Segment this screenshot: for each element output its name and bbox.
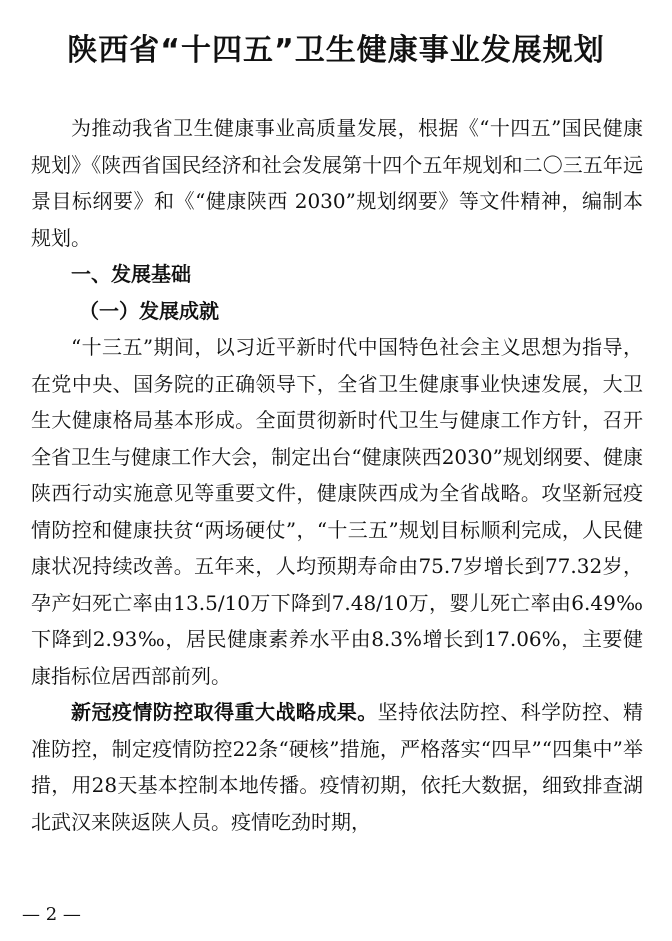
covid-lead-sentence: 新冠疫情防控取得重大战略成果。 [71, 700, 378, 724]
achievements-paragraph: “十三五”期间，以习近平新时代中国特色社会主义思想为指导，在党中央、国务院的正确领导下，全省卫生健康事业快速发展，大卫生大健康格局基本形成。全面贯彻新时代卫生与健康工作方针，召开全省卫生与健康工作大会，制定出台“健康陕西2030”规划纲要、健康陕西行动实施意见等重要文件，健康陕西成为全省战略。攻坚新冠疫情防控和健康扶贫“两场硬仗”，“十三五”规划目标顺利完成，人民健康状况持续改善。五年来，人均预期寿命由75.7岁增长到77.32岁，孕产妇死亡率由13.5/10万下降到7.48/10万，婴儿死亡率由6.49‰下降到2.93‰，居民健康素养水平由8.3%增长到17.06%，主要健康指标位居西部前列。 [31, 335, 643, 688]
intro-paragraph: 为推动我省卫生健康事业高质量发展，根据《“十四五”国民健康规划》《陕西省国民经济和社会发展第十四个五年规划和二〇三五年远景目标纲要》和《“健康陕西 2030”规划纲要》等文件精神，编制本规划。 [31, 116, 643, 250]
subsection-heading: （一）发展成就 [79, 298, 219, 323]
document-body [31, 110, 643, 840]
covid-paragraph [31, 694, 643, 840]
document-title: 陕西省“十四五”卫生健康事业发展规划 [67, 33, 605, 68]
covid-body-text: 坚持依法防控、科学防控、精准防控，制定疫情防控22条“硬核”措施，严格落实“四早”“四集中”举措，用28天基本控制本地传播。疫情初期，依托大数据，细致排查湖北武汉来陕返陕人员。疫情吃劲时期， [31, 700, 644, 834]
page-number: — 2 — [22, 904, 81, 925]
section-heading: 一、发展基础 [71, 262, 191, 286]
